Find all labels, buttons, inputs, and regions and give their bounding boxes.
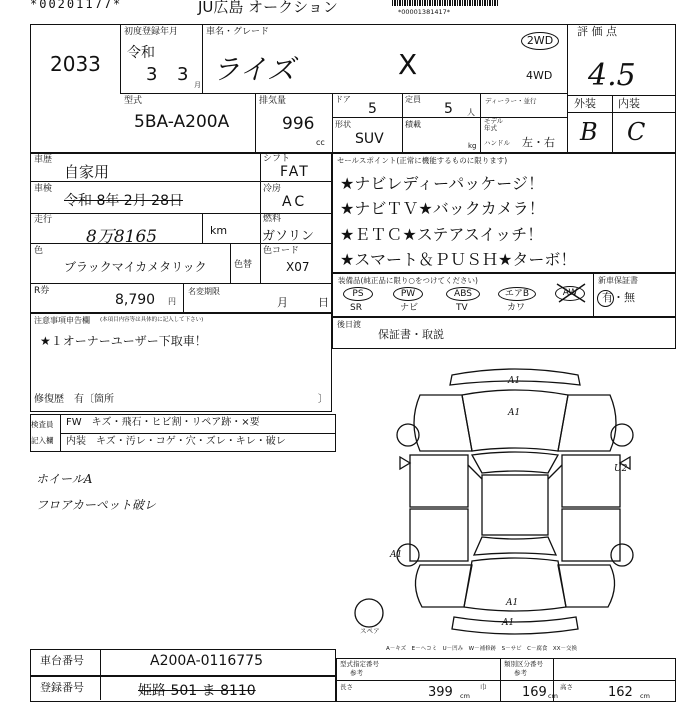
divider xyxy=(120,24,121,93)
spare-label: スペア xyxy=(360,627,380,635)
right-rear-fender xyxy=(558,565,615,607)
ref-2: 参考 xyxy=(514,669,527,677)
doors-value: 5 xyxy=(368,101,377,117)
handle-label: ハンドル xyxy=(484,139,510,147)
model-year-label: モデル年式 xyxy=(484,117,504,132)
barcode xyxy=(392,0,498,6)
sales-point-line: ★スマート＆ＰＵＳＨ★ターボ！ xyxy=(340,250,577,269)
equip-abs: ABS xyxy=(446,287,480,301)
length-value: 399 xyxy=(428,685,453,700)
score-label: 評 価 点 xyxy=(577,25,617,38)
color-code-label: 色コード xyxy=(263,246,300,256)
divider xyxy=(30,213,332,214)
width-value: 169 xyxy=(522,685,547,700)
shift-label: シフト xyxy=(263,154,291,164)
height-unit: cm xyxy=(640,692,650,700)
inspector-row-2: 内装 キズ・汚レ・コゲ・穴・ズレ・キレ・破レ xyxy=(66,436,286,447)
divider xyxy=(332,117,567,118)
divider xyxy=(567,95,676,96)
divider xyxy=(593,273,594,317)
transfer-deadline-label: 名変期限 xyxy=(188,287,220,296)
transfer-month: 月 xyxy=(277,296,288,309)
mileage-label: 走行 xyxy=(34,215,53,225)
divider xyxy=(567,112,676,113)
right-front-fender xyxy=(558,395,616,451)
equip-navi: ナビ xyxy=(400,303,419,313)
sales-points-title: セールスポイント(正常に機能するものに限ります) xyxy=(337,156,508,165)
displacement-unit: cc xyxy=(316,138,325,147)
mirror-left xyxy=(400,457,410,469)
right-front-door xyxy=(562,455,620,507)
handwritten-note: ホイールA xyxy=(36,472,93,486)
chassis-value: A200A-0116775 xyxy=(150,653,263,669)
left-front-fender xyxy=(414,395,472,451)
model-type-value: 5BA-A200A xyxy=(134,112,230,132)
left-front-door xyxy=(410,455,468,507)
inspector-row-1: FW キズ・飛石・ヒビ割・リペア跡・×要 xyxy=(66,417,260,428)
registration-value: 姫路 501 ま 8110 xyxy=(138,683,256,699)
displacement-value: 996 xyxy=(282,114,315,134)
notes-subtitle: (本項目内容等は具体的に記入して下さい) xyxy=(100,317,204,323)
exterior-label: 外装 xyxy=(574,97,596,110)
divider xyxy=(336,680,676,681)
drive-2wd: 2WD xyxy=(521,32,559,50)
name-grade-label: 車名・グレード xyxy=(206,27,270,37)
height-label: 高さ xyxy=(560,683,573,691)
handle-value: 左・右 xyxy=(522,136,555,149)
shift-value: FAT xyxy=(280,164,310,180)
equip-kawa: カワ xyxy=(507,303,526,313)
new-car-warranty-label: 新車保証書 xyxy=(598,276,638,285)
damage-mark: A1 xyxy=(390,550,403,560)
inspection-label: 車検 xyxy=(34,184,53,194)
inspection-value: 令和 8年 2月 28日 xyxy=(64,193,183,209)
sales-point-line: ★ナビＴＶ★バックカメラ！ xyxy=(340,199,545,218)
height-value: 162 xyxy=(608,685,633,700)
month-unit: 月 xyxy=(194,81,201,89)
mileage-unit: km xyxy=(210,224,228,237)
first-registration-label: 初度登録年月 xyxy=(124,27,179,37)
damage-mark: A1 xyxy=(506,598,519,608)
length-label: 長さ xyxy=(340,683,353,691)
auction-name: JU広島 オークション xyxy=(198,0,338,16)
chassis-label: 車台番号 xyxy=(40,654,84,667)
exterior-grade: B xyxy=(580,118,598,146)
car-name: ライズ xyxy=(212,53,295,86)
color-value: ブラックマイカメタリック xyxy=(64,260,207,274)
divider xyxy=(612,95,613,153)
ac-value: AC xyxy=(282,194,308,210)
cert-label: 型式指定番号 xyxy=(340,660,379,668)
first-registration-month: 3 xyxy=(177,64,189,85)
recycle-unit: 円 xyxy=(168,297,176,306)
history-label: 車歴 xyxy=(34,155,53,165)
damage-mark: A1 xyxy=(502,618,515,628)
equip-tv: TV xyxy=(456,303,468,313)
diagram-legend: A－キズ E－ヘコミ U－凹み W－補修跡 S－サビ C－腐食 XX－交換 xyxy=(386,646,577,652)
aw-cross-mark xyxy=(555,282,587,304)
equip-ps: PS xyxy=(343,287,373,301)
new-car-warranty-value: 有・無 xyxy=(602,291,635,304)
displacement-label: 排気量 xyxy=(259,96,287,106)
registration-label: 登録番号 xyxy=(40,681,84,694)
repair-bracket-end: 〕 xyxy=(318,394,328,405)
left-rear-fender xyxy=(415,565,472,607)
ref-1: 参考 xyxy=(350,669,363,677)
score-value: 4.5 xyxy=(588,58,636,93)
divider xyxy=(567,24,568,153)
sales-point-line: ★ＥＴＣ★ステアスイッチ！ xyxy=(340,225,544,244)
fuel-label: 燃料 xyxy=(263,214,282,224)
spare-tire-icon xyxy=(352,596,386,630)
recycle-label: R券 xyxy=(34,286,50,296)
divider xyxy=(500,658,501,702)
notes-text: ★１オーナーユーザー下取車！ xyxy=(40,334,207,348)
divider xyxy=(60,433,336,434)
hood-outline xyxy=(462,390,568,451)
inspector-label-2: 記入欄 xyxy=(31,436,54,445)
first-registration-year: 3 xyxy=(146,64,158,85)
divider xyxy=(202,24,203,93)
color-change-label: 色替 xyxy=(234,260,253,270)
damage-mark: A1 xyxy=(508,376,521,386)
load-label: 積載 xyxy=(405,120,421,129)
divider xyxy=(480,93,481,153)
aftermarket-value: 保証書・取説 xyxy=(378,328,444,341)
roof xyxy=(482,475,548,535)
divider xyxy=(183,283,184,313)
body-shape-label: 形状 xyxy=(335,120,351,129)
fuel-value: ガソリン xyxy=(262,229,315,244)
color-label: 色 xyxy=(34,246,44,256)
width-unit: cm xyxy=(548,692,558,700)
dealer-import-label: ディーラー・並行 xyxy=(485,97,537,105)
repair-history: 修復歴 有〔箇所 xyxy=(34,394,114,405)
divider xyxy=(255,93,256,153)
damage-mark: A1 xyxy=(508,408,521,418)
equip-aw: AW xyxy=(555,286,585,301)
damage-mark: U2 xyxy=(614,464,628,474)
capacity-unit: 人 xyxy=(467,108,475,117)
sales-point-line: ★ナビレディーパッケージ！ xyxy=(340,174,544,193)
aftermarket-label: 後日渡 xyxy=(337,320,361,329)
transfer-day: 日 xyxy=(318,296,329,309)
history-value: 自家用 xyxy=(64,163,110,181)
body-shape-value: SUV xyxy=(355,131,384,147)
car-damage-diagram xyxy=(380,355,650,645)
equipment-title: 装備品(純正品に限り○をつけてください) xyxy=(338,276,478,285)
class-label: 類別区分番号 xyxy=(504,660,543,668)
warranty-selected-circle xyxy=(597,290,614,307)
lot-number: 2033 xyxy=(50,52,101,76)
load-unit: kg xyxy=(468,142,477,150)
barcode-number: *00001381417* xyxy=(398,8,450,16)
notes-title: 注意事項申告欄 xyxy=(34,316,90,325)
inspector-label-1: 検査員 xyxy=(31,420,54,429)
handwritten-note: フロアカーペット破レ xyxy=(36,498,156,512)
length-unit: cm xyxy=(460,692,470,700)
wheel-rear-right xyxy=(611,544,633,566)
grade: X xyxy=(398,48,418,81)
drive-4wd: 4WD xyxy=(526,69,553,82)
equip-pw: PW xyxy=(393,287,423,301)
divider xyxy=(260,153,261,283)
equip-airbag: エアB xyxy=(498,287,536,301)
capacity-value: 5 xyxy=(444,101,453,117)
header-lot-id: *00201177* xyxy=(30,0,123,11)
windshield xyxy=(472,452,558,473)
width-label: 巾 xyxy=(480,683,487,691)
divider xyxy=(30,283,332,284)
divider xyxy=(332,93,333,153)
color-code-value: X07 xyxy=(286,260,310,274)
recycle-value: 8,790 xyxy=(115,292,156,308)
rear-bumper-outline xyxy=(452,617,578,634)
interior-grade: C xyxy=(627,118,646,146)
divider xyxy=(120,93,567,94)
first-registration-era: 令和 xyxy=(127,45,155,61)
rear-window xyxy=(474,537,556,555)
mileage-value: 8万8165 xyxy=(86,227,158,247)
model-type-label: 型式 xyxy=(124,96,143,106)
capacity-label: 定員 xyxy=(405,95,421,104)
divider xyxy=(230,243,231,283)
equip-sr: SR xyxy=(350,303,362,313)
divider xyxy=(402,93,403,153)
interior-label: 内装 xyxy=(618,97,640,110)
divider xyxy=(202,213,203,243)
doors-label: ドア xyxy=(335,95,351,104)
ac-label: 冷房 xyxy=(263,184,282,194)
